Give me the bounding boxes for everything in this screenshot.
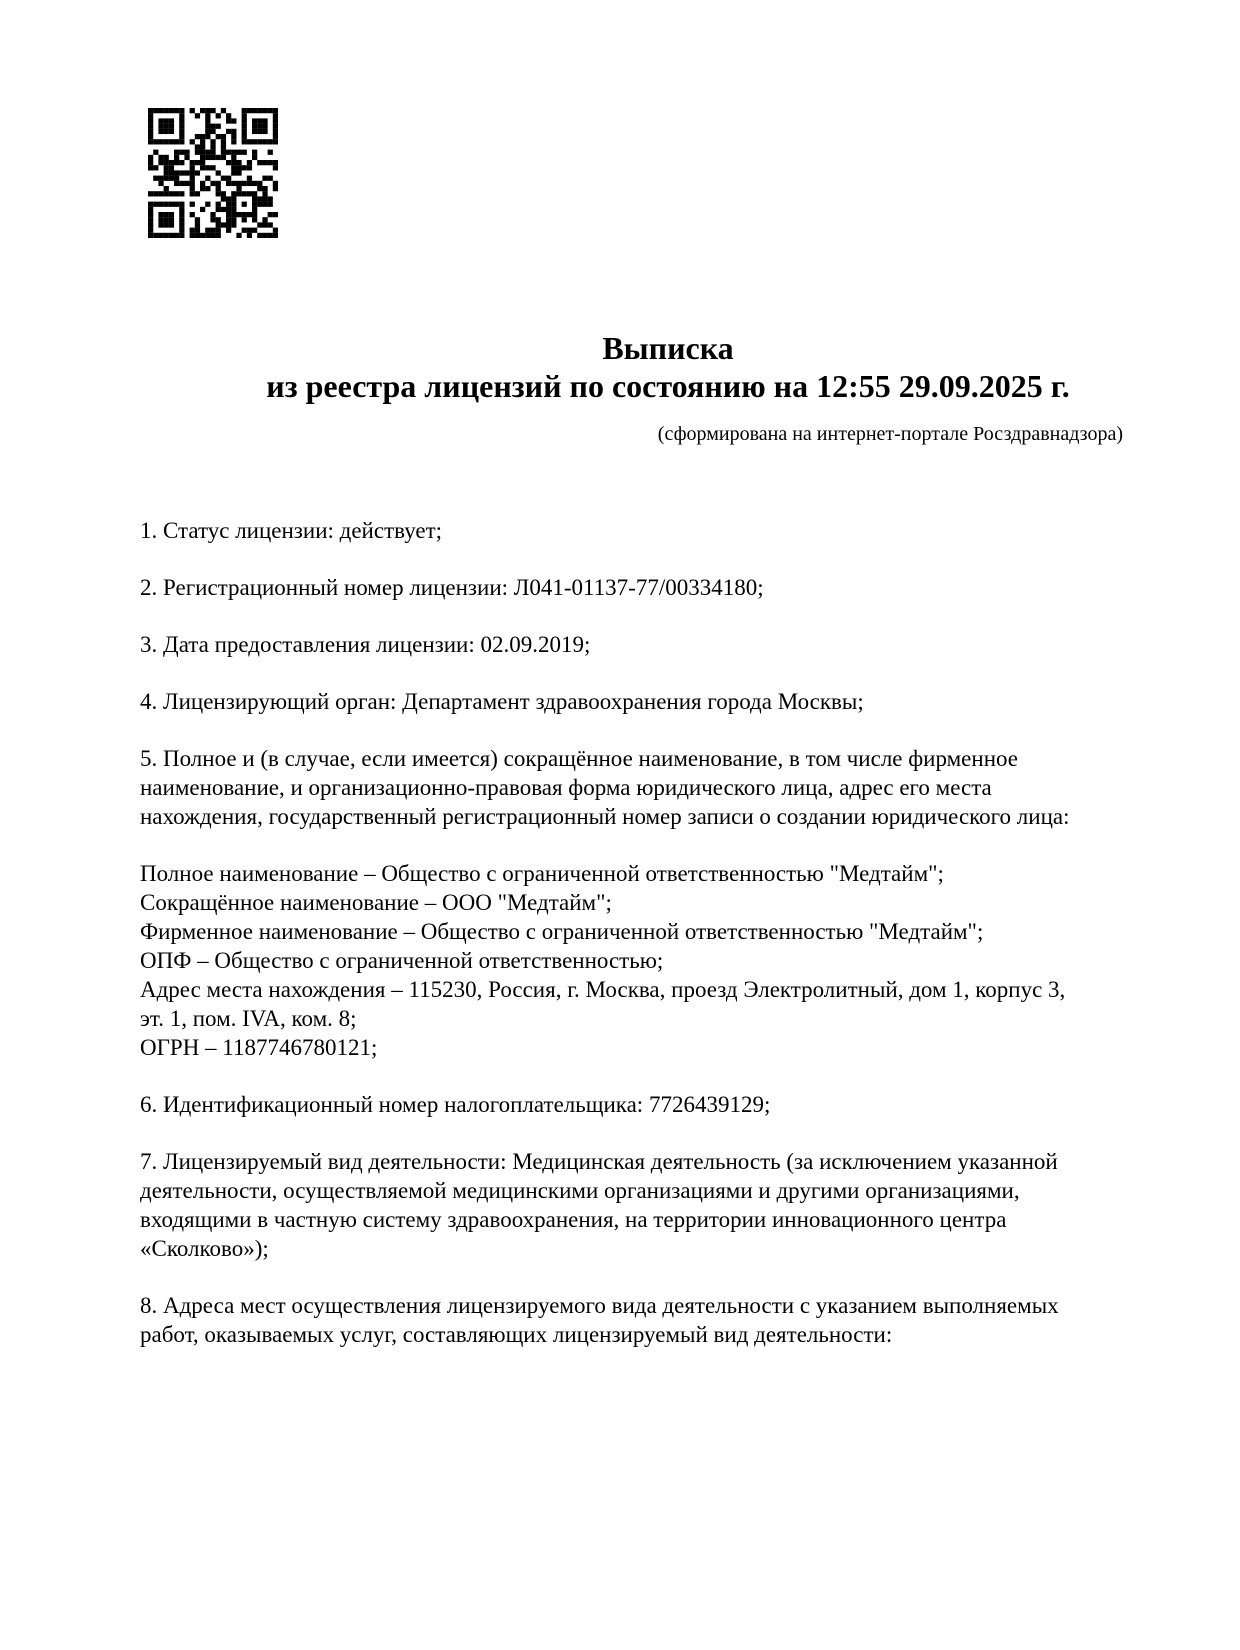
paragraph-line: 7. Лицензируемый вид деятельности: Медицинская деятельность (за исключением указанной <box>140 1149 1058 1174</box>
paragraph-line: «Сколково»); <box>140 1236 269 1261</box>
paragraph-line: ОГРН – 1187746780121; <box>140 1035 378 1060</box>
paragraph-line: Сокращённое наименование – ООО "Медтайм"; <box>140 890 612 915</box>
paragraph-line: 2. Регистрационный номер лицензии: Л041-01137-77/00334180; <box>140 575 764 600</box>
paragraph-line: 8. Адреса мест осуществления лицензируемого вида деятельности с указанием выполняемых <box>140 1293 1059 1318</box>
qr-code-icon <box>148 108 278 238</box>
paragraph-line: ОПФ – Общество с ограниченной ответственностью; <box>140 948 664 973</box>
document-paragraph <box>140 1291 1160 1349</box>
paragraph-line: Фирменное наименование – Общество с ограниченной ответственностью "Медтайм"; <box>140 919 984 944</box>
paragraph-line: Полное наименование – Общество с ограниченной ответственностью "Медтайм"; <box>140 861 944 886</box>
paragraph-line: наименование, и организационно-правовая форма юридического лица, адрес его места <box>140 775 992 800</box>
paragraph-line: 5. Полное и (в случае, если имеется) сокращённое наименование, в том числе фирменное <box>140 746 1018 771</box>
document-title-line1: Выписка <box>602 330 734 366</box>
document-body <box>140 516 1160 1377</box>
paragraph-line: эт. 1, пом. IVA, ком. 8; <box>140 1006 357 1031</box>
document-paragraph <box>140 744 1160 831</box>
paragraph-line: нахождения, государственный регистрационный номер записи о создании юридического лица: <box>140 804 1070 829</box>
document-paragraph <box>140 687 1160 716</box>
document-paragraph <box>140 630 1160 659</box>
paragraph-line: входящими в частную систему здравоохранения, на территории инновационного центра <box>140 1207 1007 1232</box>
document-title <box>140 329 1196 405</box>
paragraph-line: 4. Лицензирующий орган: Департамент здравоохранения города Москвы; <box>140 689 864 714</box>
paragraph-line: 6. Идентификационный номер налогоплательщика: 7726439129; <box>140 1092 771 1117</box>
paragraph-line: деятельности, осуществляемой медицинскими организациями и другими организациями, <box>140 1178 1020 1203</box>
document-paragraph <box>140 573 1160 602</box>
qr-code <box>148 108 278 238</box>
document-paragraph <box>140 1090 1160 1119</box>
paragraph-line: работ, оказываемых услуг, составляющих лицензируемый вид деятельности: <box>140 1322 893 1347</box>
paragraph-line: 3. Дата предоставления лицензии: 02.09.2019; <box>140 632 591 657</box>
document-paragraph <box>140 516 1160 545</box>
paragraph-line: Адрес места нахождения – 115230, Россия, г. Москва, проезд Электролитный, дом 1, корпус 3, <box>140 977 1066 1002</box>
paragraph-line: 1. Статус лицензии: действует; <box>140 518 443 543</box>
generation-note: (сформирована на интернет-портале Росздравнадзора) <box>657 423 1123 445</box>
document-title-line2: из реестра лицензий по состоянию на 12:55 29.09.2025 г. <box>266 368 1070 404</box>
document-paragraph <box>140 1147 1160 1263</box>
document-paragraph <box>140 859 1160 1062</box>
